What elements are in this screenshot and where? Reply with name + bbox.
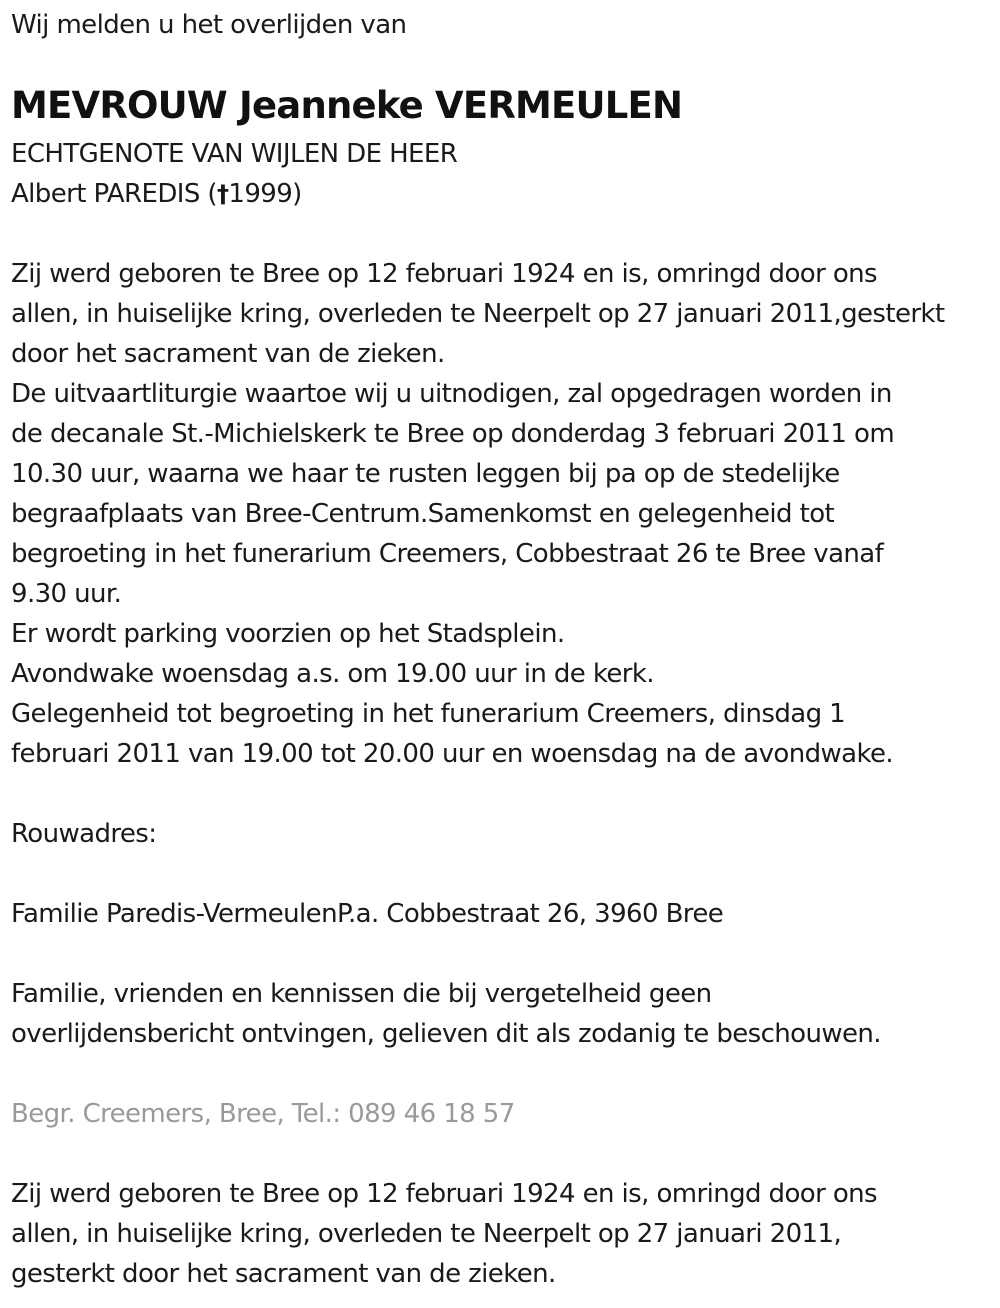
family-note-line: overlijdensbericht ontvingen, gelieven dit als zodanig te beschouwen. <box>11 1019 881 1049</box>
spouse-line <box>11 174 457 214</box>
repeat-text-line: Zij werd geboren te Bree op 12 februari 1924 en is, omringd door ons <box>11 1179 877 1209</box>
undertaker-block <box>11 1094 515 1134</box>
spouse-death-year: 1999) <box>228 179 302 209</box>
main-text-line: De uitvaartliturgie waartoe wij u uitnodigen, zal opgedragen worden in <box>11 379 892 409</box>
main-text-line: Zij werd geboren te Bree op 12 februari 1924 en is, omringd door ons <box>11 259 877 289</box>
main-text-line: de decanale St.-Michielskerk te Bree op donderdag 3 februari 2011 om <box>11 419 895 449</box>
family-note-line: Familie, vrienden en kennissen die bij vergetelheid geen <box>11 979 712 1009</box>
spouse-relation: ECHTGENOTE VAN WIJLEN DE HEER <box>11 139 458 169</box>
main-text-line: 10.30 uur, waarna we haar te rusten leggen bij pa op de stedelijke <box>11 459 840 489</box>
deceased-name: MEVROUW Jeanneke VERMEULEN <box>11 84 683 127</box>
spouse-block <box>11 134 457 214</box>
mourning-address-label-block <box>11 814 156 854</box>
repeat-text-line: allen, in huiselijke kring, overleden te Neerpelt op 27 januari 2011, <box>11 1219 842 1249</box>
mourning-address-label: Rouwadres: <box>11 819 157 849</box>
main-text-line: 9.30 uur. <box>11 579 122 609</box>
main-text-line: februari 2011 van 19.00 tot 20.00 uur en woensdag na de avondwake. <box>11 739 894 769</box>
main-text-line: door het sacrament van de zieken. <box>11 339 445 369</box>
repeat-text-block <box>11 1174 877 1294</box>
cross-icon: † <box>216 180 229 208</box>
undertaker-contact: Begr. Creemers, Bree, Tel.: 089 46 18 57 <box>11 1099 515 1129</box>
main-text-line: Gelegenheid tot begroeting in het funerarium Creemers, dinsdag 1 <box>11 699 846 729</box>
main-text-line: Avondwake woensdag a.s. om 19.00 uur in de kerk. <box>11 659 654 689</box>
mourning-address: Familie Paredis-VermeulenP.a. Cobbestraat 26, 3960 Bree <box>11 899 724 929</box>
main-text-block <box>11 254 945 774</box>
main-text-line: begraafplaats van Bree-Centrum.Samenkomst en gelegenheid tot <box>11 499 835 529</box>
main-text-line: allen, in huiselijke kring, overleden te Neerpelt op 27 januari 2011,gesterkt <box>11 299 945 329</box>
main-text-line: begroeting in het funerarium Creemers, Cobbestraat 26 te Bree vanaf <box>11 539 884 569</box>
main-text-line: Er wordt parking voorzien op het Stadsplein. <box>11 619 565 649</box>
spouse-name: Albert PAREDIS ( <box>11 179 217 209</box>
family-note-block <box>11 974 881 1054</box>
mourning-address-block <box>11 894 723 934</box>
repeat-text-line: gesterkt door het sacrament van de zieken. <box>11 1259 556 1289</box>
intro-line: Wij melden u het overlijden van <box>11 10 407 40</box>
